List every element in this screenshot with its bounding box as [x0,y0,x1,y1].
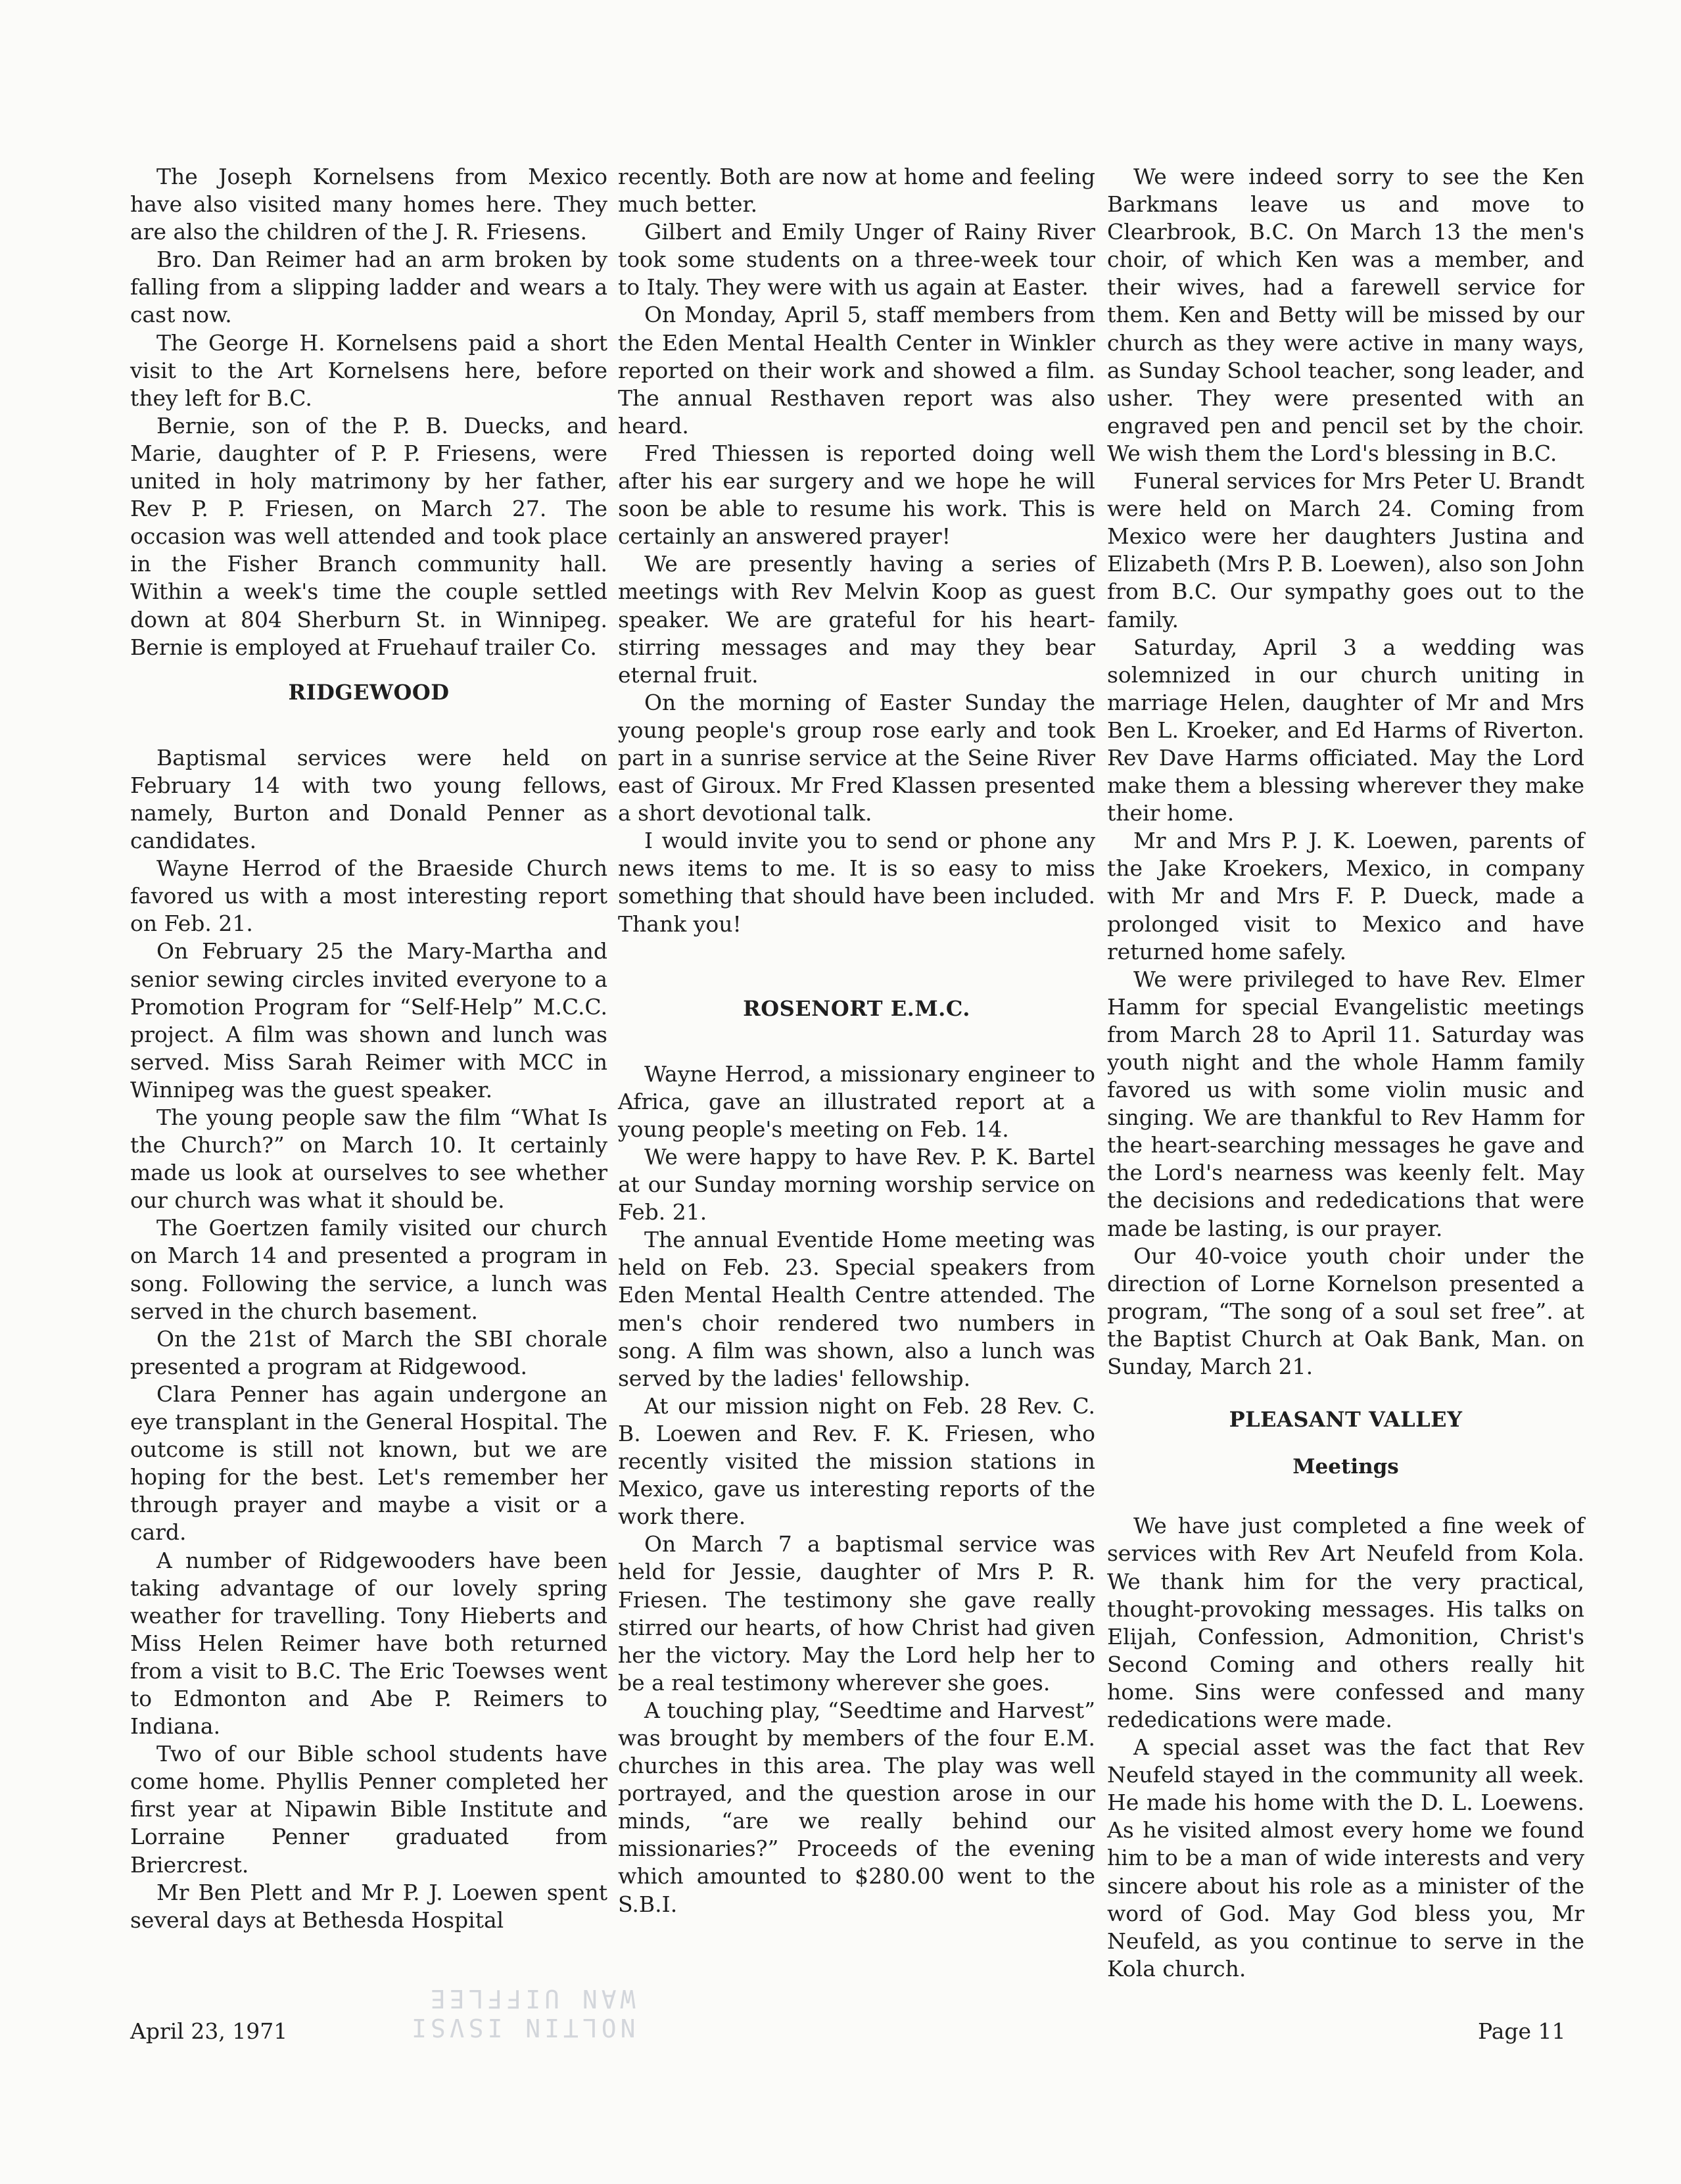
paragraph: Gilbert and Emily Unger of Rainy River took some students on a three-week tour to Italy. They were with us again at Easter. [618,219,1095,300]
paragraph: On February 25 the Mary-Martha and senior sewing circles invited everyone to a Promotion Program for “Self-Help” M.C.C. project. A film was shown and lunch was served. Miss Sarah Reimer with MCC in Winnipeg was the guest speaker. [130,938,607,1103]
paragraph: Bro. Dan Reimer had an arm broken by falling from a slipping ladder and wears a cast now. [130,247,607,328]
paragraph: A special asset was the fact that Rev Neufeld stayed in the community all week. He made his home with the D. L. Loewens. As he visited almost every home we found him to be a man of wide interests and very sincere about his role as a minister of the word of God. May God bless you, Mr Neufeld, as you continue to serve in the Kola church. [1107,1734,1584,1982]
paragraph: Wayne Herrod of the Braeside Church favored us with a most interesting report on Feb. 21. [130,855,607,937]
section-heading-pleasant-valley: PLEASANT VALLEY [1229,1407,1463,1433]
paragraph: Clara Penner has again undergone an eye transplant in the General Hospital. The outcome is still not known, but we are hoping for the best. Let's remember her through prayer and maybe a visit or a card. [130,1381,607,1546]
section-subheading-meetings: Meetings [1292,1455,1399,1479]
paragraph: Saturday, April 3 a wedding was solemnized in our church uniting in marriage Helen, daughter of Mr and Mrs Ben L. Kroeker, and Ed Harms of Riverton. Rev Dave Harms officiated. May the Lord make them a blessing wherever they make their home. [1107,634,1584,826]
paragraph: The George H. Kornelsens paid a short visit to the Art Kornelsens here, before they left for B.C. [130,329,607,411]
paragraph: I would invite you to send or phone any news items to me. It is so easy to miss something that should have been included. Thank you! [618,828,1095,937]
paragraph: We were privileged to have Rev. Elmer Hamm for special Evangelistic meetings from March 28 to April 11. Saturday was youth night and the whole Hamm family favored us with some violin music and singing. We are thankful to Rev Hamm for the heart-searching messages he gave and the Lord's nearness was keenly felt. May the decisions and rededications that were made be lasting, is our prayer. [1107,966,1584,1241]
paragraph: On March 7 a baptismal service was held for Jessie, daughter of Mrs P. R. Friesen. The testimony she gave really stirred our hearts, of how Christ had given her the victory. May the Lord help her to be a real testimony wherever she goes. [618,1531,1095,1696]
paragraph: We are presently having a series of meetings with Rev Melvin Koop as guest speaker. We are grateful for his heart-stirring messages and may they bear eternal fruit. [618,551,1095,688]
paragraph: The annual Eventide Home meeting was held on Feb. 23. Special speakers from Eden Mental Health Centre attended. The men's choir rendered two numbers in song. A film was shown, also a lunch was served by the ladies' fellowship. [618,1227,1095,1391]
paragraph: The young people saw the film “What Is the Church?” on March 10. It certainly made us look at ourselves to see whether our church was what it should be. [130,1104,607,1214]
paragraph: We were indeed sorry to see the Ken Barkmans leave us and move to Clearbrook, B.C. On March 13 the men's choir, of which Ken was a member, and their wives, had a farewell service for them. Ken and Betty will be missed by our church as they were active in many ways, as Sunday School teacher, song leader, and usher. They were presented with an engraved pen and pencil set by the choir. We wish them the Lord's blessing in B.C. [1107,164,1584,466]
paragraph: On the 21st of March the SBI chorale presented a program at Ridgewood. [130,1325,607,1379]
paragraph: A touching play, “Seedtime and Harvest” was brought by members of the four E.M. churches in this area. The play was well portrayed, and the question arose in our minds, “are we really behind our missionaries?” Proceeds of the evening which amounted to $280.00 went to the S.B.I. [618,1697,1095,1917]
paragraph: Funeral services for Mrs Peter U. Brandt were held on March 24. Coming from Mexico were her daughters Justina and Elizabeth (Mrs P. B. Loewen), also son John from B.C. Our sympathy goes out to the family. [1107,468,1584,632]
column-1 [130,163,607,1934]
paragraph: recently. Both are now at home and feeling much better. [618,164,1095,218]
stamp-line: NOLTIN ISVSI [408,2013,636,2042]
footer-page-number: Page 11 [1478,2018,1566,2044]
paragraph: Mr Ben Plett and Mr P. J. Loewen spent several days at Bethesda Hospital [130,1879,607,1933]
paragraph: Wayne Herrod, a missionary engineer to Africa, gave an illustrated report at a young people's meeting on Feb. 14. [618,1060,1095,1142]
paragraph: The Goertzen family visited our church on March 14 and presented a program in song. Following the service, a lunch was served in the church basement. [130,1215,607,1324]
paragraph: At our mission night on Feb. 28 Rev. C. B. Loewen and Rev. F. K. Friesen, who recently visited the mission stations in Mexico, gave us interesting reports of the work there. [618,1392,1095,1530]
paragraph: The Joseph Kornelsens from Mexico have also visited many homes here. They are also the children of the J. R. Friesens. [130,164,607,245]
footer-date: April 23, 1971 [130,2018,288,2044]
stamp-line: WAN UIFFLEE [426,1984,636,2013]
paragraph: Mr and Mrs P. J. K. Loewen, parents of the Jake Kroekers, Mexico, in company with Mr and Mrs F. P. Dueck, made a prolonged visit to Mexico and have returned home safely. [1107,828,1584,964]
section-heading-rosenort: ROSENORT E.M.C. [743,995,970,1021]
paragraph: Our 40-voice youth choir under the direction of Lorne Kornelson presented a program, “The song of a soul set free”. at the Baptist Church at Oak Bank, Man. on Sunday, March 21. [1107,1243,1584,1380]
paragraph: We were happy to have Rev. P. K. Bartel at our Sunday morning worship service on Feb. 21. [618,1144,1095,1225]
column-3 [1107,163,1584,1983]
paragraph: A number of Ridgewooders have been taking advantage of our lovely spring weather for travelling. Tony Hieberts and Miss Helen Reimer have both returned from a visit to B.C. The Eric Toewses went to Edmonton and Abe P. Reimers to Indiana. [130,1547,607,1740]
paragraph: We have just completed a fine week of services with Rev Art Neufeld from Kola. We thank him for the very practical, thought-provoking messages. His talks on Elijah, Confession, Admonition, Christ's Second Coming and others really hit home. Sins were confessed and many rededications were made. [1107,1513,1584,1732]
paragraph: Bernie, son of the P. B. Duecks, and Marie, daughter of P. P. Friesens, were united in holy matrimony by her father, Rev P. P. Friesen, on March 27. The occasion was well attended and took place in the Fisher Branch community hall. Within a week's time the couple settled down at 804 Sherburn St. in Winnipeg. Bernie is employed at Fruehauf trailer Co. [130,412,607,660]
paragraph: Fred Thiessen is reported doing well after his ear surgery and we hope he will soon be able to resume his work. This is certainly an answered prayer! [618,440,1095,550]
paragraph: Baptismal services were held on February 14 with two young fellows, namely, Burton and Donald Penner as candidates. [130,744,607,854]
paragraph: On Monday, April 5, staff members from the Eden Mental Health Center in Winkler reported on their work and showed a film. The annual Resthaven report was also heard. [618,302,1095,439]
faded-stamp-watermark [408,1979,636,2042]
section-heading-ridgewood: RIDGEWOOD [288,679,450,705]
paragraph: Two of our Bible school students have come home. Phyllis Penner completed her first year at Nipawin Bible Institute and Lorraine Penner graduated from Briercrest. [130,1741,607,1878]
paragraph: On the morning of Easter Sunday the young people's group rose early and took part in a sunrise service at the Seine River east of Giroux. Mr Fred Klassen presented a short devotional talk. [618,689,1095,826]
column-2 [618,163,1095,1918]
